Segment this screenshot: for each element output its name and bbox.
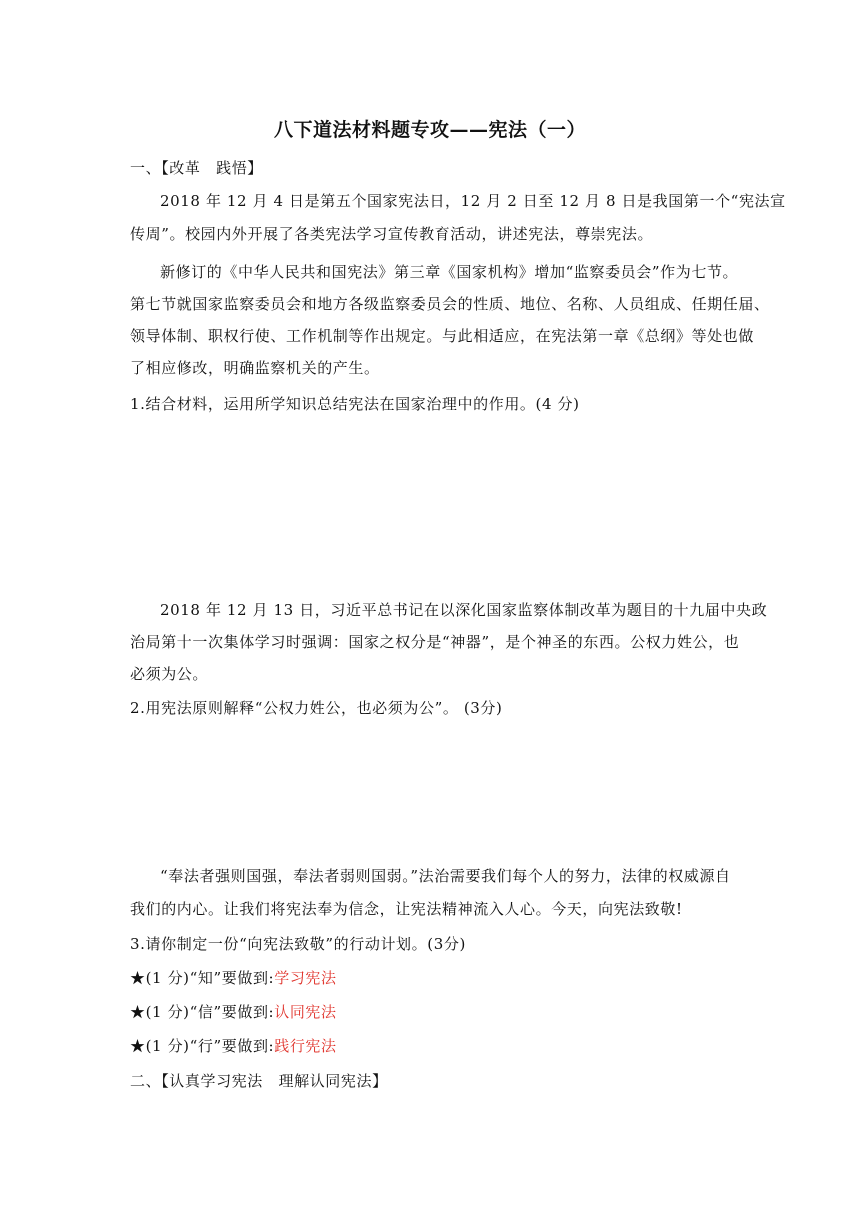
- plan-item-believe: [130, 1002, 337, 1022]
- plan-item-act: [130, 1036, 337, 1056]
- plan-item-answer: 践行宪法: [274, 1037, 337, 1055]
- section-1-heading: 一、【改革 践悟】: [130, 159, 263, 177]
- paragraph-3-line-3: 必须为公。: [130, 665, 209, 683]
- plan-item-prefix: ★(1 分)“行”要做到:: [130, 1037, 275, 1055]
- plan-item-prefix: ★(1 分)“知”要做到:: [130, 969, 275, 987]
- section-2-heading: 二、【认真学习宪法 理解认同宪法】: [130, 1072, 388, 1090]
- paragraph-3-line-1: 2018 年 12 月 13 日，习近平总书记在以深化国家监察体制改革为题目的十九届中央政: [160, 601, 768, 619]
- paragraph-4-line-1: “奉法者强则国强，奉法者弱则国弱。”法治需要我们每个人的努力，法律的权威源自: [160, 867, 731, 885]
- plan-item-know: [130, 968, 337, 988]
- paragraph-2-line-1: 新修订的《中华人民共和国宪法》第三章《国家机构》增加“监察委员会”作为七节。: [160, 263, 739, 281]
- paragraph-4-line-2: 我们的内心。让我们将宪法奉为信念，让宪法精神流入人心。今天，向宪法致敬!: [130, 900, 683, 918]
- question-3: 3.请你制定一份“向宪法致敬”的行动计划。(3分): [130, 935, 466, 953]
- page-title: 八下道法材料题专攻——宪法（一）: [273, 119, 586, 141]
- paragraph-2-line-2: 第七节就国家监察委员会和地方各级监察委员会的性质、地位、名称、人员组成、任期任届、: [130, 295, 770, 313]
- paragraph-3-line-2: 治局第十一次集体学习时强调：国家之权分是“神器”，是个神圣的东西。公权力姓公，也: [130, 633, 740, 651]
- plan-item-prefix: ★(1 分)“信”要做到:: [130, 1003, 275, 1021]
- question-1: 1.结合材料，运用所学知识总结宪法在国家治理中的作用。(4 分): [130, 395, 580, 413]
- plan-item-answer: 学习宪法: [274, 969, 337, 987]
- paragraph-1-line-2: 传周”。校园内外开展了各类宪法学习宣传教育活动，讲述宪法，尊崇宪法。: [130, 225, 654, 243]
- paragraph-2-line-4: 了相应修改，明确监察机关的产生。: [130, 359, 380, 377]
- plan-item-answer: 认同宪法: [274, 1003, 337, 1021]
- paragraph-2-line-3: 领导体制、职权行使、工作机制等作出规定。与此相适应，在宪法第一章《总纲》等处也做: [130, 327, 755, 345]
- question-2: 2.用宪法原则解释“公权力姓公，也必须为公”。 (3分): [130, 699, 503, 717]
- paragraph-1-line-1: 2018 年 12 月 4 日是第五个国家宪法日，12 月 2 日至 12 月 8 日是我国第一个“宪法宣: [160, 192, 786, 210]
